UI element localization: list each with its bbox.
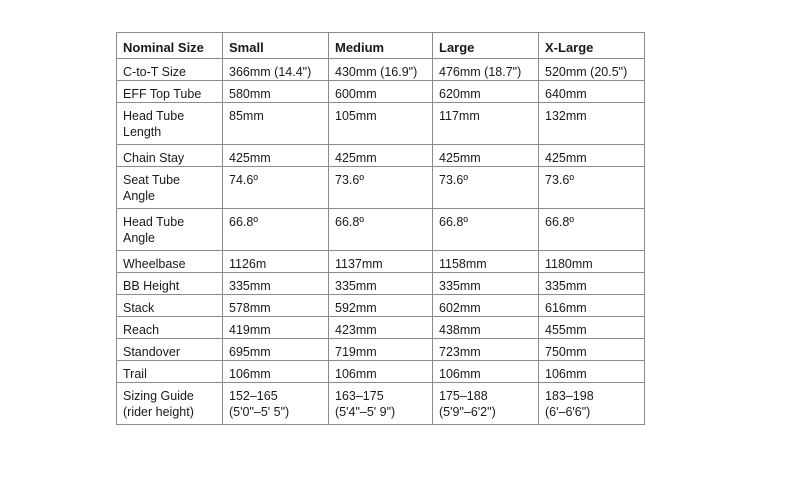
- cell-value: 695mm: [229, 345, 271, 359]
- value-cell: [329, 103, 433, 145]
- cell-value: 1180mm: [545, 257, 593, 271]
- value-cell: [223, 145, 329, 167]
- cell-value: 600mm: [335, 87, 377, 101]
- cell-value: 425mm: [335, 151, 377, 165]
- row-label: BB Height: [123, 279, 180, 293]
- cell-value: 719mm: [335, 345, 377, 359]
- value-cell: [329, 273, 433, 295]
- value-cell: [433, 295, 539, 317]
- value-cell: [539, 273, 645, 295]
- table-row: [117, 81, 645, 103]
- cell-value: 175–188 (5'9"–6'2"): [439, 389, 496, 419]
- value-cell: [223, 339, 329, 361]
- value-cell: [223, 167, 329, 209]
- value-cell: [223, 81, 329, 103]
- cell-value: 425mm: [439, 151, 481, 165]
- geometry-table: [116, 32, 645, 425]
- header-cell-small: Small: [223, 33, 329, 59]
- value-cell: [329, 251, 433, 273]
- value-cell: [539, 59, 645, 81]
- value-cell: [433, 251, 539, 273]
- cell-value: 419mm: [229, 323, 271, 337]
- table-row: [117, 209, 645, 251]
- cell-value: 106mm: [439, 367, 481, 381]
- cell-value: 620mm: [439, 87, 481, 101]
- value-cell: [539, 295, 645, 317]
- cell-value: 602mm: [439, 301, 481, 315]
- value-cell: [223, 361, 329, 383]
- cell-value: 592mm: [335, 301, 377, 315]
- value-cell: [433, 103, 539, 145]
- table-row: [117, 59, 645, 81]
- row-label-cell: [117, 145, 223, 167]
- header-cell-nominal-size: Nominal Size: [117, 33, 223, 59]
- cell-value: 85mm: [229, 109, 264, 123]
- cell-value: 163–175 (5'4"–5' 9"): [335, 389, 396, 419]
- header-row: [117, 33, 645, 59]
- cell-value: 580mm: [229, 87, 271, 101]
- value-cell: [433, 59, 539, 81]
- cell-value: 73.6º: [545, 173, 574, 187]
- table-row: [117, 361, 645, 383]
- header-cell-x-large: X-Large: [539, 33, 645, 59]
- value-cell: [329, 81, 433, 103]
- cell-value: 425mm: [545, 151, 587, 165]
- value-cell: [329, 317, 433, 339]
- row-label-cell: [117, 317, 223, 339]
- cell-value: 430mm (16.9"): [335, 65, 418, 79]
- cell-value: 106mm: [229, 367, 271, 381]
- value-cell: [329, 209, 433, 251]
- cell-value: 1126m: [229, 257, 267, 271]
- cell-value: 105mm: [335, 109, 377, 123]
- cell-value: 66.8º: [335, 215, 364, 229]
- cell-value: 66.8º: [229, 215, 258, 229]
- value-cell: [329, 295, 433, 317]
- value-cell: [433, 383, 539, 425]
- row-label-cell: [117, 273, 223, 295]
- table-row: [117, 251, 645, 273]
- cell-value: 117mm: [439, 109, 480, 123]
- cell-value: 640mm: [545, 87, 587, 101]
- table-row: [117, 145, 645, 167]
- row-label: Reach: [123, 323, 160, 337]
- row-label-cell: [117, 103, 223, 145]
- table-row: [117, 103, 645, 145]
- cell-value: 335mm: [545, 279, 587, 293]
- cell-value: 723mm: [439, 345, 481, 359]
- value-cell: [433, 81, 539, 103]
- value-cell: [539, 317, 645, 339]
- header-cell-large: Large: [433, 33, 539, 59]
- value-cell: [223, 295, 329, 317]
- value-cell: [433, 317, 539, 339]
- cell-value: 455mm: [545, 323, 587, 337]
- cell-value: 152–165 (5'0"–5' 5"): [229, 389, 290, 419]
- row-label: Head Tube Angle: [123, 215, 185, 245]
- cell-value: 425mm: [229, 151, 271, 165]
- cell-value: 66.8º: [439, 215, 468, 229]
- row-label-cell: [117, 59, 223, 81]
- value-cell: [539, 251, 645, 273]
- value-cell: [433, 145, 539, 167]
- table-body: [117, 59, 645, 425]
- row-label: Head Tube Length: [123, 109, 185, 139]
- value-cell: [539, 383, 645, 425]
- row-label: C-to-T Size: [123, 65, 186, 79]
- row-label: Wheelbase: [123, 257, 186, 271]
- cell-value: 66.8º: [545, 215, 574, 229]
- cell-value: 74.6º: [229, 173, 258, 187]
- value-cell: [539, 167, 645, 209]
- table-row: [117, 339, 645, 361]
- cell-value: 73.6º: [335, 173, 364, 187]
- cell-value: 1158mm: [439, 257, 487, 271]
- cell-value: 520mm (20.5"): [545, 65, 628, 79]
- row-label-cell: [117, 209, 223, 251]
- cell-value: 335mm: [439, 279, 481, 293]
- row-label: EFF Top Tube: [123, 87, 202, 101]
- row-label-cell: [117, 339, 223, 361]
- row-label: Stack: [123, 301, 155, 315]
- row-label-cell: [117, 81, 223, 103]
- row-label-cell: [117, 383, 223, 425]
- cell-value: 476mm (18.7"): [439, 65, 522, 79]
- cell-value: 438mm: [439, 323, 481, 337]
- cell-value: 366mm (14.4"): [229, 65, 312, 79]
- value-cell: [539, 361, 645, 383]
- row-label: Sizing Guide (rider height): [123, 389, 194, 419]
- value-cell: [329, 339, 433, 361]
- cell-value: 73.6º: [439, 173, 468, 187]
- value-cell: [223, 273, 329, 295]
- row-label-cell: [117, 251, 223, 273]
- row-label: Seat Tube Angle: [123, 173, 180, 203]
- value-cell: [433, 361, 539, 383]
- cell-value: 750mm: [545, 345, 587, 359]
- row-label: Trail: [123, 367, 147, 381]
- table-row: [117, 167, 645, 209]
- value-cell: [329, 167, 433, 209]
- cell-value: 616mm: [545, 301, 587, 315]
- cell-value: 423mm: [335, 323, 377, 337]
- value-cell: [539, 81, 645, 103]
- value-cell: [539, 145, 645, 167]
- value-cell: [539, 339, 645, 361]
- table-row: [117, 273, 645, 295]
- table-row: [117, 317, 645, 339]
- value-cell: [223, 103, 329, 145]
- value-cell: [539, 209, 645, 251]
- table-row: [117, 383, 645, 425]
- cell-value: 132mm: [545, 109, 587, 123]
- cell-value: 335mm: [229, 279, 271, 293]
- value-cell: [329, 361, 433, 383]
- cell-value: 335mm: [335, 279, 377, 293]
- value-cell: [223, 59, 329, 81]
- row-label-cell: [117, 167, 223, 209]
- table-row: [117, 295, 645, 317]
- row-label: Chain Stay: [123, 151, 185, 165]
- cell-value: 106mm: [545, 367, 587, 381]
- row-label-cell: [117, 295, 223, 317]
- value-cell: [433, 339, 539, 361]
- header-cell-medium: Medium: [329, 33, 433, 59]
- cell-value: 1137mm: [335, 257, 383, 271]
- value-cell: [329, 145, 433, 167]
- value-cell: [223, 251, 329, 273]
- cell-value: 578mm: [229, 301, 271, 315]
- value-cell: [223, 317, 329, 339]
- value-cell: [223, 383, 329, 425]
- value-cell: [329, 59, 433, 81]
- value-cell: [433, 273, 539, 295]
- value-cell: [433, 209, 539, 251]
- value-cell: [433, 167, 539, 209]
- cell-value: 183–198 (6'–6'6"): [545, 389, 594, 419]
- cell-value: 106mm: [335, 367, 377, 381]
- row-label: Standover: [123, 345, 180, 359]
- value-cell: [223, 209, 329, 251]
- value-cell: [539, 103, 645, 145]
- row-label-cell: [117, 361, 223, 383]
- value-cell: [329, 383, 433, 425]
